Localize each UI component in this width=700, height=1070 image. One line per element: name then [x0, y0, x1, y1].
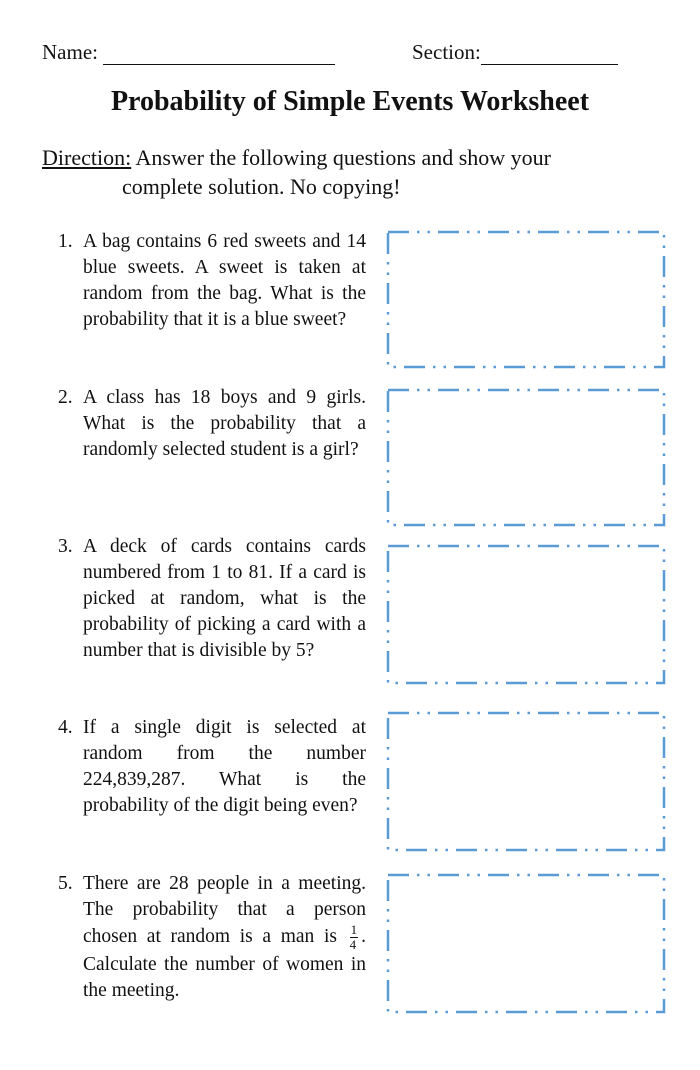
name-line[interactable] [103, 44, 335, 65]
fraction [350, 923, 359, 952]
question-1 [58, 229, 366, 333]
question-5 [58, 871, 366, 1004]
direction-label: Direction: [42, 145, 132, 170]
answer-box-1[interactable] [386, 230, 666, 369]
question-number: 3. [58, 536, 73, 557]
question-number: 1. [58, 231, 73, 252]
dash-dot-border [388, 390, 664, 525]
question-text: If a single digit is selected at random from the number 224,839,287. What is the probability of the digit being even? [83, 717, 366, 816]
answer-box-5[interactable] [386, 873, 666, 1014]
dash-dot-border [388, 713, 664, 850]
directions [42, 143, 642, 201]
question-text-before: There are 28 people in a meeting. The probability that a person chosen at random is a man is [83, 873, 366, 947]
fraction-denominator: 4 [349, 937, 357, 952]
section-label: Section: [412, 40, 481, 64]
section-field[interactable] [412, 40, 618, 65]
name-field[interactable] [42, 40, 335, 65]
question-text: A class has 18 boys and 9 girls. What is the probability that a randomly selected student is a girl? [83, 387, 366, 460]
question-3 [58, 534, 366, 664]
dash-dot-border [388, 546, 664, 683]
direction-text-2: complete solution. No copying! [122, 174, 401, 199]
fraction-numerator: 1 [350, 922, 358, 937]
name-label: Name: [42, 40, 98, 64]
question-2 [58, 385, 366, 463]
question-number: 4. [58, 717, 73, 738]
dash-dot-border [388, 875, 664, 1012]
question-text: A bag contains 6 red sweets and 14 blue sweets. A sweet is taken at random from the bag. What is the probability that it is a blue sweet? [83, 231, 366, 330]
question-text-after: . Calculate the number of women in the meeting. [83, 925, 366, 1001]
direction-text-1: Answer the following questions and show your [135, 145, 552, 170]
question-4 [58, 715, 366, 819]
answer-box-3[interactable] [386, 544, 666, 685]
question-number: 2. [58, 387, 73, 408]
section-line[interactable] [481, 44, 618, 65]
question-text: A deck of cards contains cards numbered from 1 to 81. If a card is picked at random, what is the probability of picking a card with a number that is divisible by 5? [83, 536, 366, 661]
dash-dot-border [388, 232, 664, 367]
worksheet-title: Probability of Simple Events Worksheet [110, 86, 590, 117]
question-number: 5. [58, 873, 73, 894]
answer-box-4[interactable] [386, 711, 666, 852]
answer-box-2[interactable] [386, 388, 666, 527]
question-text [83, 871, 366, 1004]
